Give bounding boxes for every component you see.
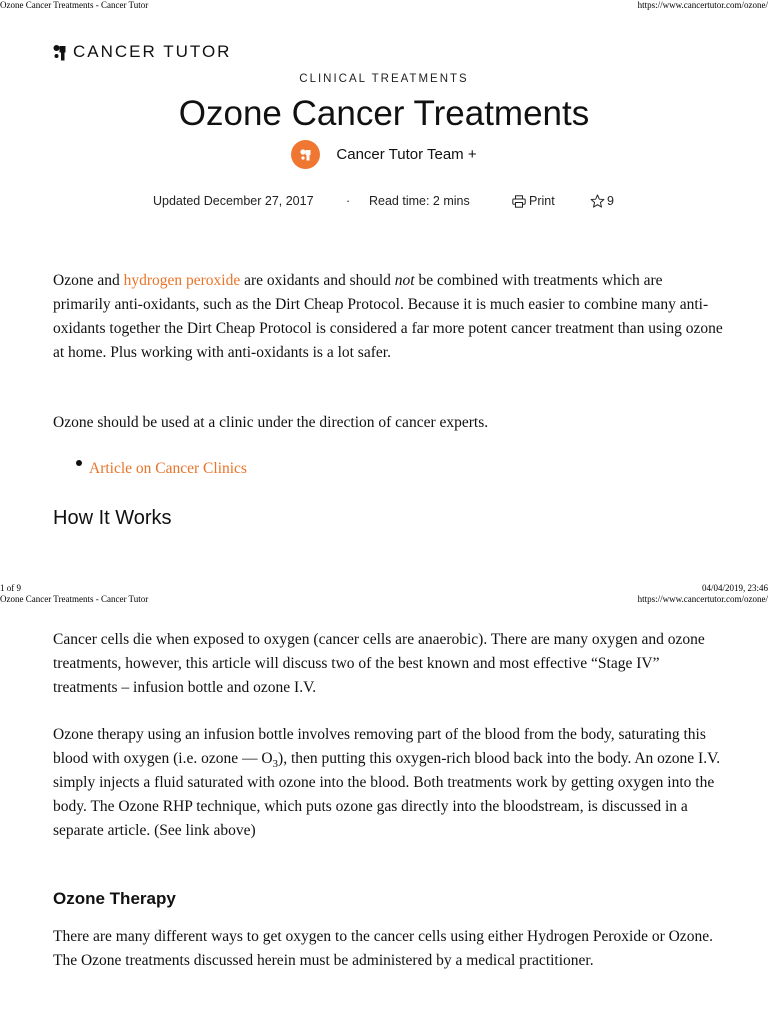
clinic-paragraph: Ozone should be used at a clinic under the direction of cancer experts. bbox=[53, 414, 489, 431]
article-title: Ozone Cancer Treatments bbox=[178, 94, 590, 133]
how-it-works-heading: How It Works bbox=[53, 507, 172, 529]
author-row bbox=[0, 140, 768, 169]
print-header-url-2: https://www.cancertutor.com/ozone/ bbox=[637, 594, 768, 604]
star-count: 9 bbox=[607, 194, 614, 208]
cancer-clinics-link[interactable]: Article on Cancer Clinics bbox=[89, 460, 247, 477]
print-button[interactable]: Print bbox=[512, 192, 555, 210]
site-logo[interactable] bbox=[53, 41, 231, 63]
how-it-works-paragraph-1: Cancer cells die when exposed to oxygen (cancer cells are anaerobic). There are many oxygen and ozone treatments, however, this article will discuss two of the best known and most effective “Stage IV” treatments – infusion bottle and ozone I.V. bbox=[53, 631, 705, 696]
updated-date: Updated December 27, 2017 bbox=[153, 194, 314, 208]
print-header-title-2: Ozone Cancer Treatments - Cancer Tutor bbox=[0, 594, 149, 604]
meta-separator: · bbox=[346, 194, 351, 208]
printer-icon bbox=[512, 195, 526, 208]
hydrogen-peroxide-link[interactable]: hydrogen peroxide bbox=[123, 272, 241, 289]
how-it-works-paragraph-2: Ozone therapy using an infusion bottle involves removing part of the blood from the body, saturating this blood with oxygen (i.e. ozone — $O_3$), then putting this oxygen-rich blood back into the body. An ozone I.V. simply injects a fluid saturated with ozone into the blood. Both treatments work by getting oxygen into the body. The Ozone RHP technique, which puts ozone gas directly into the bloodstream, is discussed in a separate article. (See link above) bbox=[53, 726, 721, 839]
print-header-url: https://www.cancertutor.com/ozone/ bbox=[637, 0, 768, 10]
list-bullet bbox=[76, 460, 82, 466]
cancer-tutor-logo-icon bbox=[53, 44, 68, 61]
article-category[interactable]: CLINICAL TREATMENTS bbox=[299, 73, 469, 85]
ozone-therapy-paragraph: There are many different ways to get oxygen to the cancer cells using either Hydrogen Peroxide or Ozone. The Ozone treatments discussed herein must be administered by a medical practitioner. bbox=[53, 928, 713, 969]
intro-paragraph: Ozone and hydrogen peroxide are oxidants and should not be combined with treatments which are primarily anti-oxidants, such as the Dirt Cheap Protocol. Because it is much easier to combine many anti-oxidants together the Dirt Cheap Protocol is considered a far more potent cancer treatment than using ozone at home. Plus working with anti-oxidants is a lot safer. bbox=[53, 272, 723, 361]
read-time: Read time: 2 mins bbox=[369, 194, 470, 208]
print-header-title: Ozone Cancer Treatments - Cancer Tutor bbox=[0, 0, 149, 10]
star-icon bbox=[590, 194, 605, 208]
print-footer-datetime: 04/04/2019, 23:46 bbox=[701, 583, 768, 593]
author-avatar[interactable] bbox=[291, 140, 320, 169]
ozone-therapy-heading: Ozone Therapy bbox=[53, 889, 176, 908]
cancer-tutor-logo-icon bbox=[299, 148, 313, 162]
print-footer-page: 1 of 9 bbox=[0, 583, 21, 593]
rating-button[interactable] bbox=[590, 192, 614, 210]
author-name[interactable]: Cancer Tutor Team + bbox=[336, 145, 477, 163]
logo-text: CANCER TUTOR bbox=[73, 42, 232, 61]
